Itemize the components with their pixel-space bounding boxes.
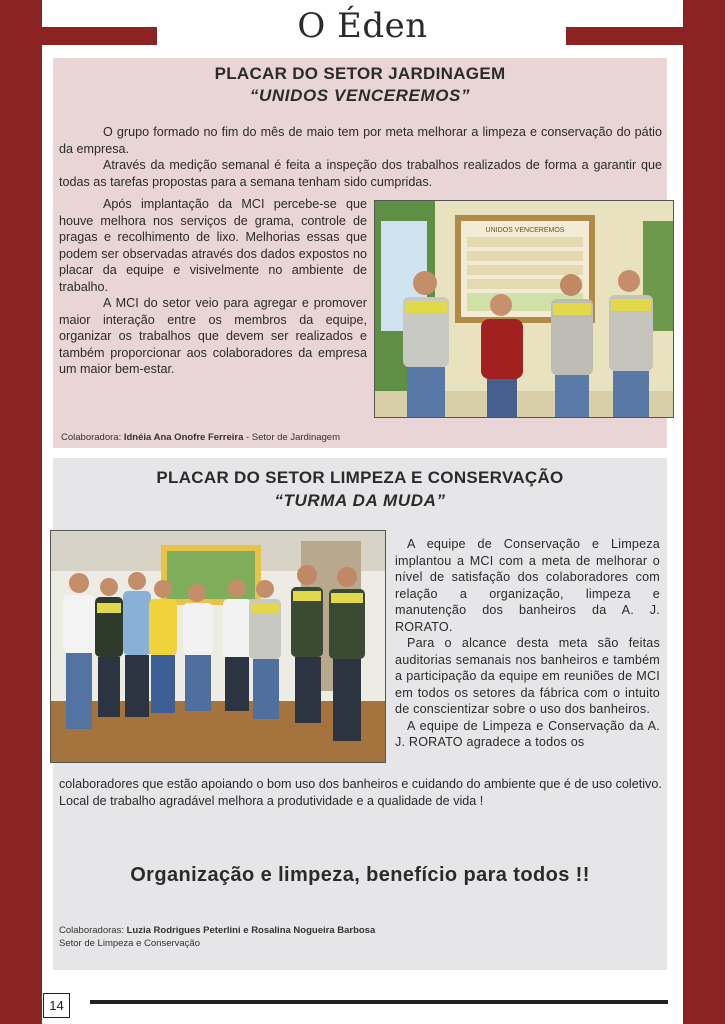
intro-text bbox=[59, 124, 662, 190]
closing-line: Local de trabalho agradável melhora a produtividade e a qualidade de vida ! bbox=[59, 793, 484, 808]
paragraph: A equipe de Conservação e Limpeza implantou a MCI com a meta de melhorar o nível de satisfação dos colaboradores com relação a organização, limpeza e manutenção dos banheiros da A. J. RORATO. bbox=[395, 537, 660, 634]
credit-line bbox=[59, 924, 375, 950]
credit-label: Colaboradoras: bbox=[59, 925, 127, 936]
paragraph: Através da medição semanal é feita a inspeção dos trabalhos realizados de forma a garantir que todas as tarefas propostas para a semana tenham sido cumpridas. bbox=[59, 158, 662, 189]
side-text bbox=[395, 536, 660, 751]
paragraph: Para o alcance desta meta são feitas auditorias semanais nos banheiros e também a participação da equipe em reuniões de MCI em todos os setores da fábrica com o intuito de conscientizar sobre o uso dos banheiros. bbox=[395, 636, 660, 716]
paragraph: colaboradores que estão apoiando o bom uso dos banheiros e cuidando do ambiente que é de uso coletivo. bbox=[59, 777, 662, 791]
credit-names: Luzia Rodrigues Peterlini e Rosalina Nogueira Barbosa bbox=[126, 925, 376, 936]
page-number: 14 bbox=[43, 993, 70, 1018]
section-limpeza bbox=[53, 458, 667, 970]
full-text bbox=[59, 776, 662, 809]
credit-line bbox=[61, 432, 340, 443]
credit-sector: Setor de Limpeza e Conservação bbox=[59, 938, 200, 949]
section-jardinagem bbox=[53, 58, 667, 448]
side-text bbox=[59, 196, 367, 378]
slogan: Organização e limpeza, benefício para todos !! bbox=[130, 864, 590, 886]
magazine-title: O Éden bbox=[297, 6, 428, 46]
paragraph: A MCI do setor veio para agregar e promover maior interação entre os membros da equipe, organizar os trabalhos que devem ser realizados e também proporcionar aos colaboradores da empresa um maior bem-estar. bbox=[59, 296, 367, 376]
paragraph: O grupo formado no fim do mês de maio tem por meta melhorar a limpeza e conservação do pátio da empresa. bbox=[59, 125, 662, 156]
credit-name: Idnéia Ana Onofre Ferreira bbox=[123, 432, 244, 443]
svg-text:UNIDOS VENCEREMOS: UNIDOS VENCEREMOS bbox=[485, 227, 565, 234]
credit-sector: - Setor de Jardinagem bbox=[243, 432, 340, 443]
photo-jardinagem-team bbox=[374, 200, 674, 418]
section-subtitle: “UNIDOS VENCEREMOS” bbox=[249, 86, 471, 105]
paragraph: Após implantação da MCI percebe-se que houve melhora nos serviços de grama, controle de pragas e recolhimento de lixo. Melhorias essas que podem ser observadas através dos dados expostos no placar da equipe e visivelmente no ambiente de trabalho. bbox=[59, 197, 367, 294]
section-title: PLACAR DO SETOR LIMPEZA E CONSERVAÇÃO bbox=[156, 468, 564, 487]
credit-label: Colaboradora: bbox=[61, 432, 124, 443]
section-title: PLACAR DO SETOR JARDINAGEM bbox=[214, 64, 506, 83]
section-subtitle: “TURMA DA MUDA” bbox=[274, 491, 446, 510]
paragraph: A equipe de Limpeza e Conservação da A. J. RORATO agradece a todos os bbox=[395, 718, 660, 749]
footer-rule bbox=[90, 1000, 668, 1004]
photo-limpeza-team bbox=[50, 530, 386, 763]
